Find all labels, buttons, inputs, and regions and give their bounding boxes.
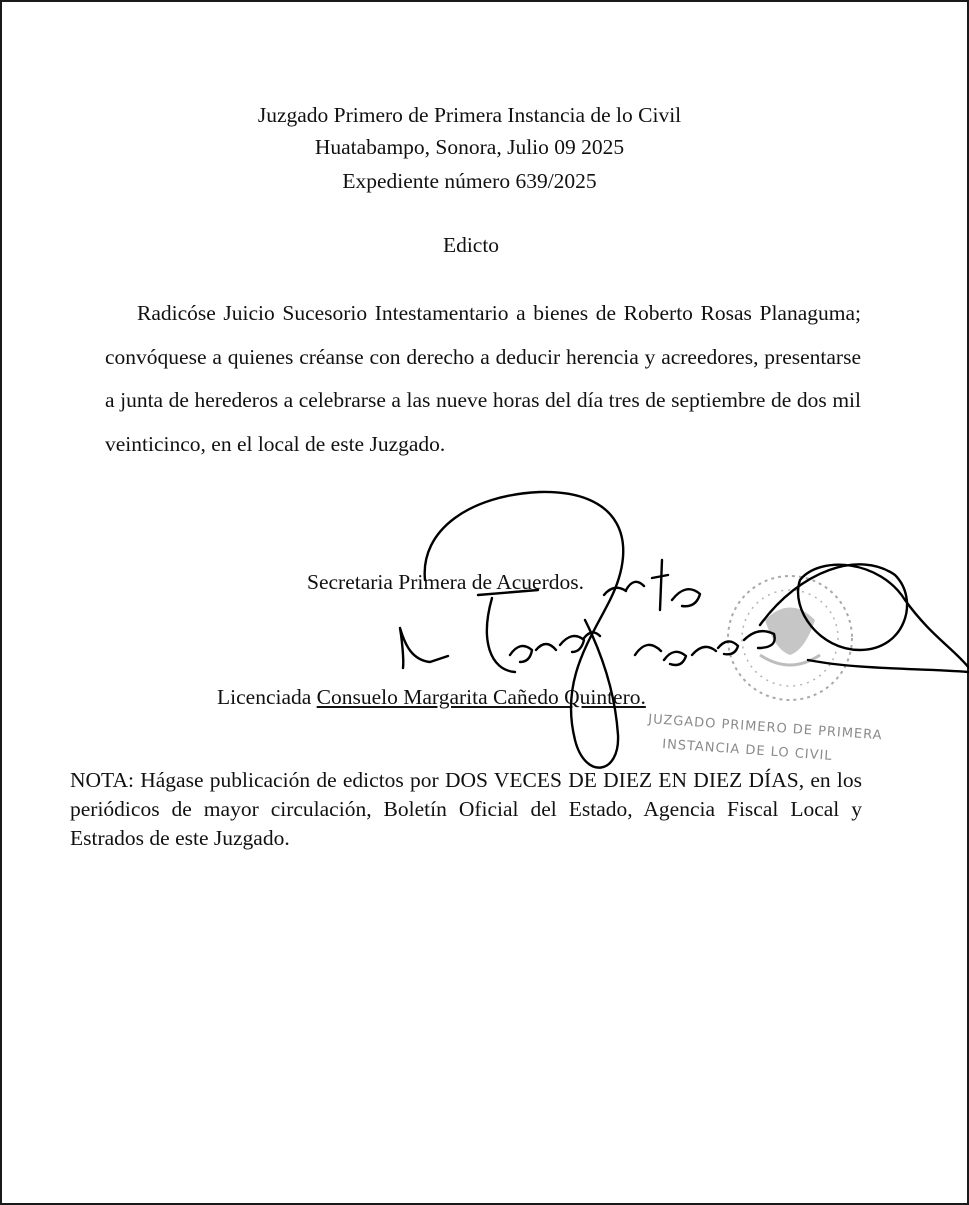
case-number: Expediente número 639/2025 — [342, 169, 597, 193]
court-name: Juzgado Primero de Primera Instancia de lo Civil — [257, 103, 682, 127]
stamp-line-1: JUZGADO PRIMERO DE PRIMERA — [647, 712, 883, 744]
signer-role: Secretaria Primera de Acuerdos. — [307, 570, 584, 594]
stamp-line-2: INSTANCIA DE LO CIVIL — [661, 737, 834, 764]
signer-name-prefix: Licenciada — [217, 685, 317, 709]
edict-body: Radicóse Juicio Sucesorio Intestamentario a bienes de Roberto Rosas Planaguma; convóquese a quienes créanse con derecho a deducir herencia y acreedores, presentarse a junta de herederos a celebrarse a las nueve horas del día tres de septiembre de dos mil veinticinco, en el local de este Juzgado. — [105, 301, 861, 456]
place-date: Huatabampo, Sonora, Julio 09 2025 — [314, 135, 625, 159]
document-title: Edicto — [442, 233, 500, 257]
signer-name-text: Consuelo Margarita Cañedo Quintero. — [316, 685, 646, 709]
signer-name — [217, 682, 646, 712]
publication-note: NOTA: Hágase publicación de edictos por DOS VECES DE DIEZ EN DIEZ DÍAS, en los periódicos de mayor circulación, Boletín Oficial del Estado, Agencia Fiscal Local y Estrados de este Juzgado. — [70, 768, 862, 850]
